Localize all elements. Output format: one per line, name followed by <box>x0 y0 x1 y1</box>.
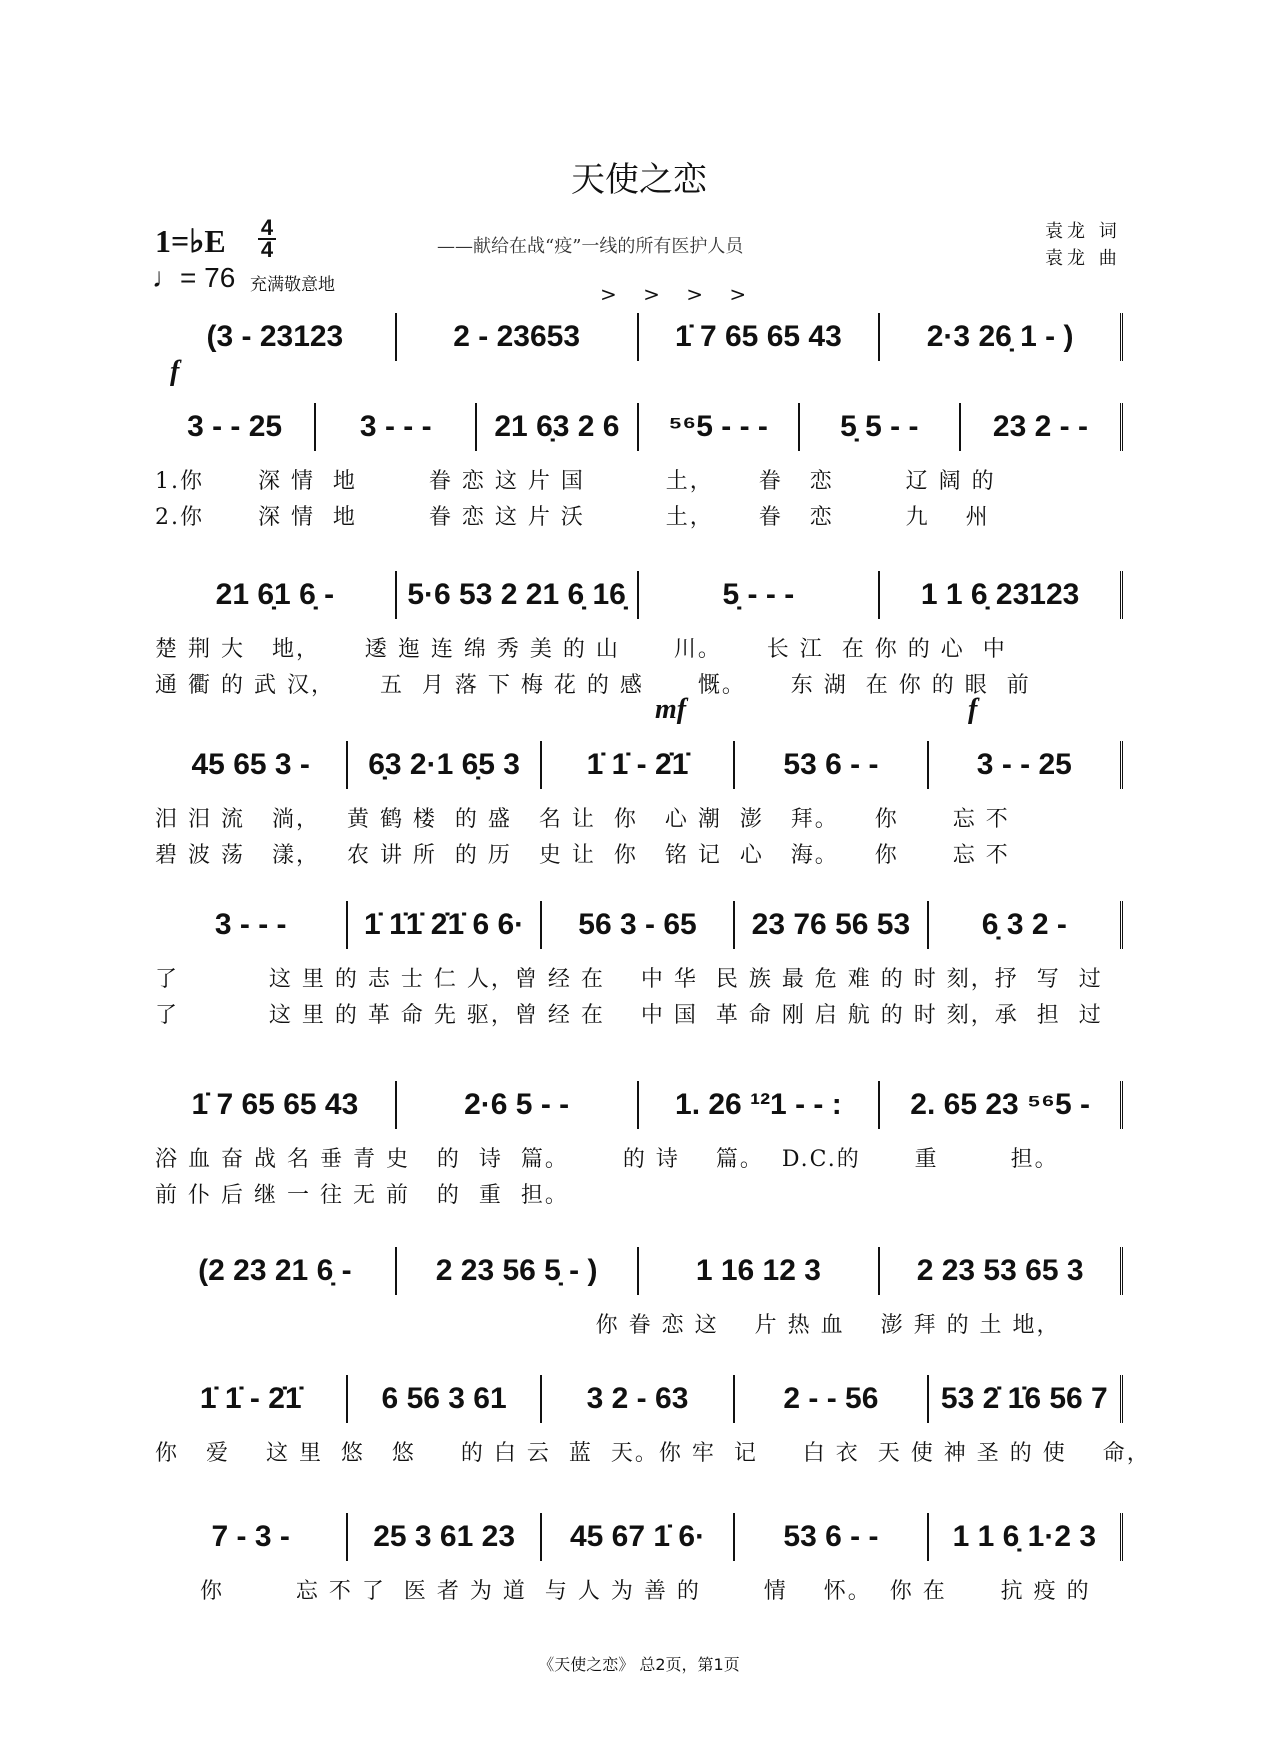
lyric-line: 汨 汨 流 淌， 黄 鹤 楼 的 盛 名 让 你 心 潮 澎 拜。 你 忘 不 <box>155 807 1010 832</box>
score-row <box>155 570 1123 620</box>
measure: 45 65 3 - <box>155 741 348 789</box>
measure: 2 - - 56 <box>735 1375 928 1423</box>
measure: 1̇ 1̇1̇ 2̇1̇ 6 6· <box>348 901 541 949</box>
measure: (2 23 21 6̣ - <box>155 1247 397 1295</box>
measure: 56 3 - 65 <box>542 901 735 949</box>
accent-marks: > > > > <box>600 282 757 306</box>
score-row <box>155 1080 1123 1130</box>
measure: 53 6 - - <box>735 1513 928 1561</box>
score-row <box>155 1374 1123 1424</box>
lyric-line: 2.你 深 情 地 眷 恋 这 片 沃 土， 眷 恋 九 州 <box>155 505 990 530</box>
score-row <box>155 1512 1123 1562</box>
lyricist: 袁龙 词 <box>1045 221 1121 242</box>
measure: 1̇ 7 65 65 43 <box>639 313 881 361</box>
time-bottom: 4 <box>260 237 274 262</box>
measure: 53 6 - - <box>735 741 928 789</box>
lyric-line: 了 这 里 的 革 命 先 驱，曾 经 在 中 国 革 命 刚 启 航 的 时 刻，承 担 过 <box>155 1003 1103 1028</box>
measure: 53 2̇ 1̇6 56 7 <box>929 1375 1123 1423</box>
page-footer: 《天使之恋》 总2页，第1页 <box>538 1655 740 1674</box>
dynamic-marking: f <box>170 356 180 387</box>
measure: 2·6 5 - - <box>397 1081 639 1129</box>
measure: 3 - - 25 <box>929 741 1123 789</box>
time-top: 4 <box>260 215 274 240</box>
dynamic-marking: f <box>968 694 978 725</box>
score-row <box>155 1246 1123 1296</box>
lyric-line: 浴 血 奋 战 名 垂 青 史 的 诗 篇。 的 诗 篇。 D.C.的 重 担。 <box>155 1147 1059 1172</box>
lyric-line: 通 衢 的 武 汉， 五 月 落 下 梅 花 的 感 慨。 东 湖 在 你 的 眼 前 <box>155 673 1031 698</box>
measure: 3 - - - <box>316 403 477 451</box>
measure: 1̇ 1̇ - 2̇1̇ <box>542 741 735 789</box>
composer: 袁龙 曲 <box>1045 248 1121 269</box>
tempo-marking: ♩= 76 <box>152 262 236 293</box>
score-row <box>155 312 1123 362</box>
measure: 6 56 3 61 <box>348 1375 541 1423</box>
measure: 2 - 23653 <box>397 313 639 361</box>
key-signature: 1=♭E <box>155 223 226 259</box>
lyric-line: 前 仆 后 继 一 往 无 前 的 重 担。 <box>155 1183 569 1208</box>
measure: 7 - 3 - <box>155 1513 348 1561</box>
dynamic-marking: mf <box>655 694 687 725</box>
lyric-line: 你 忘 不 了 医 者 为 道 与 人 为 善 的 情 怀。 你 在 抗 疫 的 <box>155 1579 1091 1604</box>
measure: 2 23 56 5̣ - ) <box>397 1247 639 1295</box>
lyric-line: 楚 荆 大 地， 逶 迤 连 绵 秀 美 的 山 川。 长 江 在 你 的 心 中 <box>155 637 1007 662</box>
time-signature <box>258 215 276 262</box>
lyric-line: 你 爱 这 里 悠 悠 的 白 云 蓝 天。你 牢 记 白 衣 天 使 神 圣 的 使 命， <box>155 1441 1151 1466</box>
measure: 1̇ 7 65 65 43 <box>155 1081 397 1129</box>
measure: 2. 65 23 ⁵⁶5 - <box>880 1081 1123 1129</box>
measure: 5̣ 5 - - <box>800 403 961 451</box>
dedication: ——献给在战“疫”一线的所有医护人员 <box>437 236 744 257</box>
measure: 5·6 53 2 21 6̣ 16̣ <box>397 571 639 619</box>
score-row <box>155 900 1123 950</box>
song-title: 天使之恋 <box>571 160 707 200</box>
measure: 2 23 53 65 3 <box>880 1247 1123 1295</box>
measure: 1 16 12 3 <box>639 1247 881 1295</box>
measure: 6̣3 2·1 6̣5 3 <box>348 741 541 789</box>
lyric-line: 你 眷 恋 这 片 热 血 澎 拜 的 土 地， <box>155 1313 1061 1338</box>
measure: 5̣ - - - <box>639 571 881 619</box>
measure: 45 67 1̇ 6· <box>542 1513 735 1561</box>
measure: 6̣ 3 2 - <box>929 901 1123 949</box>
lyric-line: 碧 波 荡 漾， 农 讲 所 的 历 史 让 你 铭 记 心 海。 你 忘 不 <box>155 843 1010 868</box>
score-row <box>155 402 1123 452</box>
measure: 21 6̣1 6̣ - <box>155 571 397 619</box>
measure: 23 2 - - <box>961 403 1123 451</box>
measure: ⁵⁶5 - - - <box>639 403 800 451</box>
lyric-line: 了 这 里 的 志 士 仁 人，曾 经 在 中 华 民 族 最 危 难 的 时 刻，抒 写 过 <box>155 967 1103 992</box>
credits <box>1045 218 1121 272</box>
measure: 3 - - 25 <box>155 403 316 451</box>
measure: 1. 26 ¹²1 - - : <box>639 1081 881 1129</box>
measure: 23 76 56 53 <box>735 901 928 949</box>
measure: 1 1 6̣ 23123 <box>880 571 1123 619</box>
measure: 3 - - - <box>155 901 348 949</box>
lyric-line: 1.你 深 情 地 眷 恋 这 片 国 土， 眷 恋 辽 阔 的 <box>155 469 996 494</box>
score-row <box>155 740 1123 790</box>
measure: 1 1 6̣ 1·2 3 <box>929 1513 1123 1561</box>
expression-marking: 充满敬意地 <box>250 275 335 295</box>
measure: 25 3 61 23 <box>348 1513 541 1561</box>
measure: 2·3 26̣ 1 - ) <box>880 313 1123 361</box>
measure: (3 - 23123 <box>155 313 397 361</box>
measure: 3 2 - 63 <box>542 1375 735 1423</box>
measure: 1̇ 1̇ - 2̇1̇ <box>155 1375 348 1423</box>
measure: 21 6̣3 2 6 <box>477 403 638 451</box>
